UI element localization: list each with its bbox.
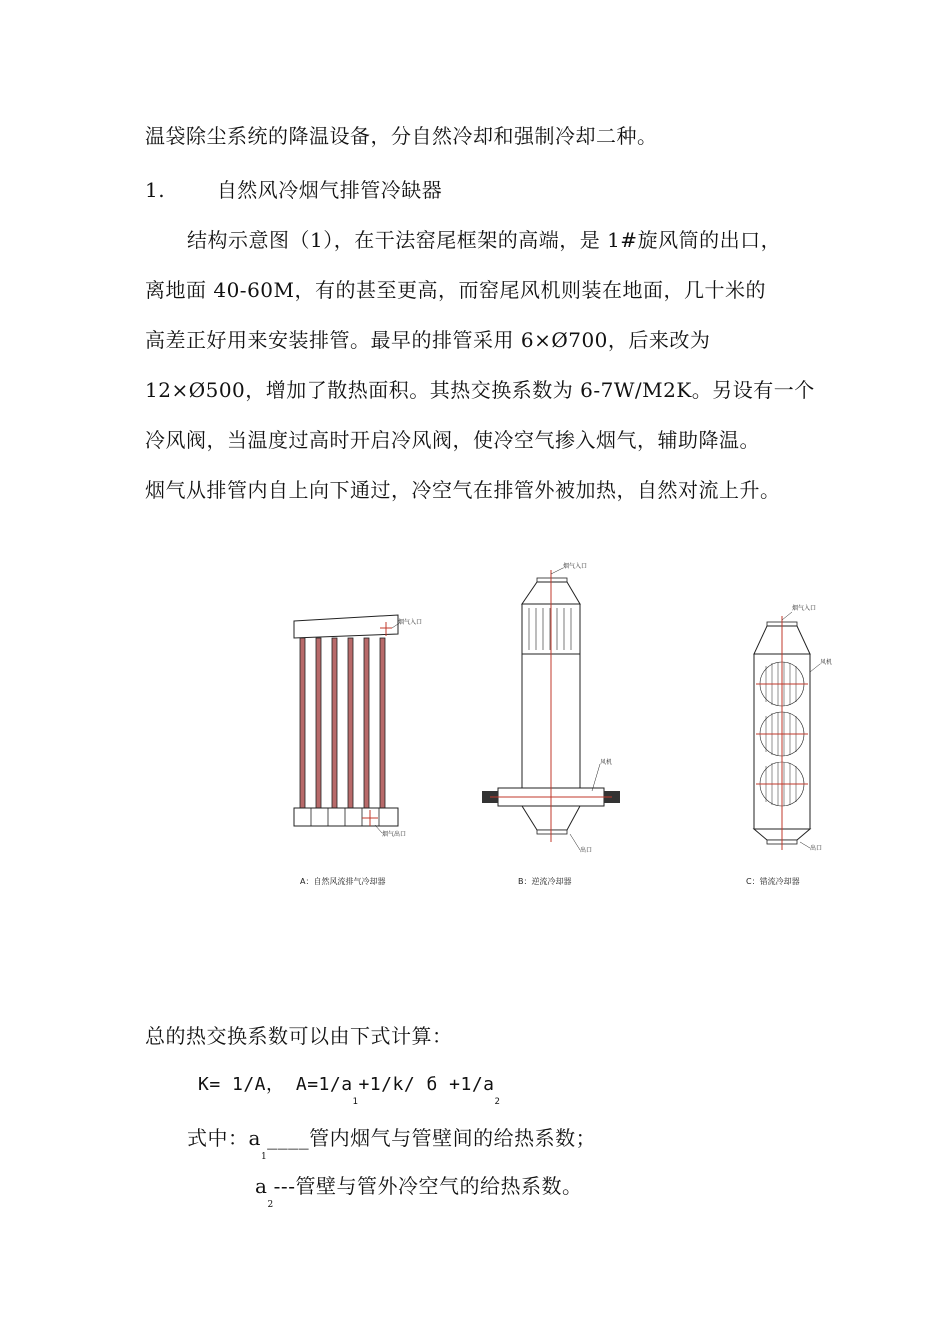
formula-definition-1 <box>187 1122 597 1162</box>
formula-lead: 总的热交换系数可以由下式计算： <box>145 1024 453 1048</box>
definition-2-prefix: a <box>255 1174 268 1198</box>
section-title: 自然风冷烟气排管冷缺器 <box>216 178 443 202</box>
figure-a-label-out: 烟气出口 <box>382 831 407 838</box>
figure-c-label-side: 风机 <box>820 659 833 666</box>
formula-definition-2 <box>255 1170 583 1210</box>
figure-c-caption: C：错流冷却器 <box>746 877 800 886</box>
definition-2-text: ---管壁与管外冷空气的给热系数。 <box>273 1174 583 1198</box>
definition-2-sub: 2 <box>267 1200 274 1210</box>
figure-c-label-in: 烟气入口 <box>792 605 817 612</box>
definition-1-sub: 1 <box>260 1152 268 1162</box>
figure-c-crossflow-cooler <box>746 604 832 886</box>
figure-a-label-in: 烟气入口 <box>398 619 423 626</box>
figure-b-label-in: 烟气入口 <box>563 563 588 570</box>
definition-1-text: ____管内烟气与管壁间的给热系数； <box>267 1126 597 1150</box>
paragraph-line: 高差正好用来安装排管。最早的排管采用 6×Ø700，后来改为 <box>145 328 711 352</box>
cooler-diagrams <box>280 560 840 900</box>
figure-b-counterflow-cooler <box>482 562 620 886</box>
figure-a-natural-cooler <box>294 615 422 886</box>
section-heading <box>145 174 442 203</box>
figure-b-caption: B：逆流冷却器 <box>518 877 572 886</box>
definition-1-prefix: 式中：a <box>187 1126 261 1150</box>
paragraph-line: 12×Ø500，增加了散热面积。其热交换系数为 6-7W/M2K。另设有一个 <box>145 378 815 402</box>
formula-sub-1: 1 <box>352 1097 359 1107</box>
paragraph-line: 烟气从排管内自上向下通过，冷空气在排管外被加热，自然对流上升。 <box>145 478 781 502</box>
figure-b-label-out: 出口 <box>580 847 593 854</box>
paragraph-line: 结构示意图（1），在干法窑尾框架的高端，是 1#旋风筒的出口， <box>187 228 782 252</box>
formula-sub-2: 2 <box>494 1097 501 1107</box>
intro-text: 温袋除尘系统的降温设备，分自然冷却和强制冷却二种。 <box>145 124 658 148</box>
formula-main <box>198 1070 501 1107</box>
paragraph-line: 冷风阀，当温度过高时开启冷风阀，使冷空气掺入烟气，辅助降温。 <box>145 428 760 452</box>
formula-main-text: K= 1/A， A=1/a <box>198 1074 353 1095</box>
figure-b-label-side: 风机 <box>600 759 613 766</box>
figure-a-caption: A：自然风流排气冷却器 <box>300 877 386 886</box>
paragraph-line: 离地面 40-60M，有的甚至更高，而窑尾风机则装在地面，几十米的 <box>145 278 766 302</box>
figure-c-label-out: 出口 <box>810 845 823 852</box>
section-number: 1. <box>145 178 166 202</box>
formula-main-mid: +1/k/ б +1/a <box>358 1074 495 1095</box>
